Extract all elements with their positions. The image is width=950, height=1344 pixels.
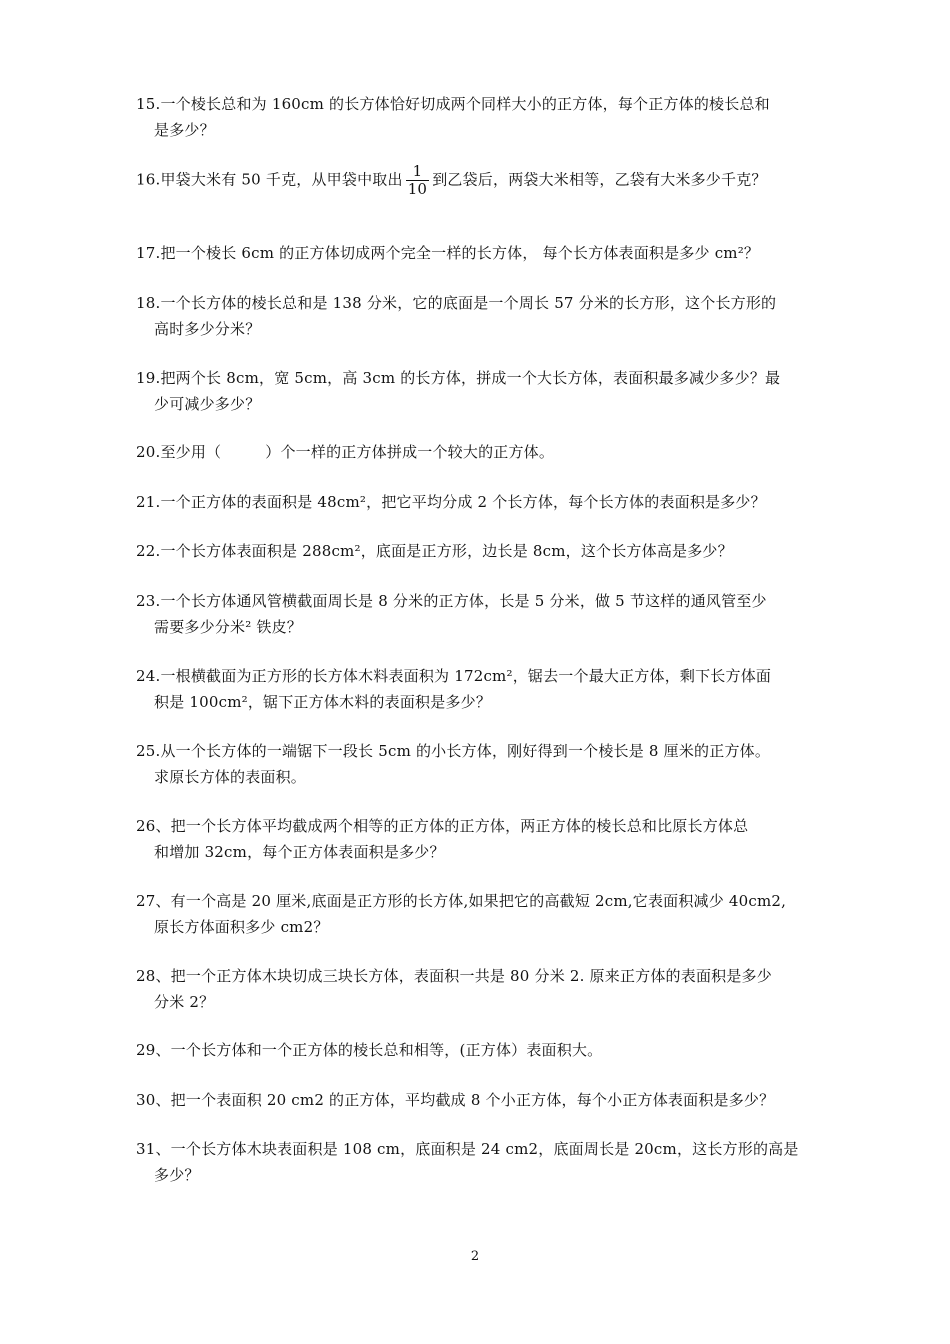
question-21 — [136, 489, 820, 515]
fraction-numerator: 1 — [412, 162, 423, 180]
question-15 — [136, 91, 820, 143]
question-31 — [136, 1136, 820, 1188]
question-28 — [136, 963, 820, 1015]
question-20-text-before: 20.至少用（ — [136, 443, 222, 461]
question-15-line2: 是多少？ — [154, 121, 215, 139]
question-28-line2: 分米 2？ — [154, 993, 215, 1011]
question-23-line1: 23.一个长方体通风管横截面周长是 8 分米的正方体，长是 5 分米，做 5 节这样的通风管至少 — [136, 592, 767, 610]
question-24-line1: 24.一根横截面为正方形的长方体木料表面积为 172cm²，锯去一个最大正方体，剩下长方体面 — [136, 667, 772, 685]
question-20-text-after: ）个一样的正方体拼成一个较大的正方体。 — [265, 443, 555, 461]
question-27-line2: 原长方体面积多少 cm2？ — [154, 918, 329, 936]
question-28-line1: 28、把一个正方体木块切成三块长方体，表面积一共是 80 分米 2. 原来正方体的表面积是多少 — [136, 967, 772, 985]
question-17 — [136, 240, 820, 266]
question-26 — [136, 813, 820, 865]
question-17-line1: 17.把一个棱长 6cm 的正方体切成两个完全一样的长方体， 每个长方体表面积是多少 cm²？ — [136, 244, 760, 262]
question-26-line1: 26、把一个长方体平均截成两个相等的正方体的正方体，两正方体的棱长总和比原长方体总 — [136, 817, 749, 835]
question-31-line2: 多少？ — [154, 1166, 200, 1184]
question-30-line1: 30、把一个表面积 20 cm2 的正方体，平均截成 8 个小正方体，每个小正方体表面积是多少？ — [136, 1091, 775, 1109]
question-24-line2: 积是 100cm²，锯下正方体木料的表面积是多少？ — [154, 693, 492, 711]
question-29-line1: 29、一个长方体和一个正方体的棱长总和相等，(正方体）表面积大。 — [136, 1041, 603, 1059]
question-27-line1: 27、有一个高是 20 厘米,底面是正方形的长方体,如果把它的高截短 2cm,它表面积减少 40cm2, — [136, 892, 787, 910]
question-15-line1: 15.一个棱长总和为 160cm 的长方体恰好切成两个同样大小的正方体，每个正方体的棱长总和 — [136, 95, 770, 113]
page-number: 2 — [470, 1249, 480, 1264]
fraction-one-tenth — [406, 163, 430, 198]
question-23 — [136, 588, 820, 640]
question-19-line1: 19.把两个长 8cm，宽 5cm，高 3cm 的长方体，拼成一个大长方体，表面积最多减少多少？最 — [136, 369, 781, 387]
question-18 — [136, 290, 820, 342]
question-19-line2: 少可减少多少？ — [154, 395, 261, 413]
question-16-text-after: 到乙袋后，两袋大米相等，乙袋有大米多少千克？ — [432, 170, 767, 189]
question-25-line1: 25.从一个长方体的一端锯下一段长 5cm 的小长方体，刚好得到一个棱长是 8 厘米的正方体。 — [136, 742, 771, 760]
question-20 — [136, 439, 820, 465]
question-19 — [136, 365, 820, 417]
fraction-denominator: 10 — [407, 180, 428, 198]
question-22-line1: 22.一个长方体表面积是 288cm²，底面是正方形，边长是 8cm，这个长方体高是多少？ — [136, 542, 733, 560]
question-18-line2: 高时多少分米？ — [154, 320, 261, 338]
question-25-line2: 求原长方体的表面积。 — [154, 768, 307, 786]
question-26-line2: 和增加 32cm，每个正方体表面积是多少？ — [154, 843, 445, 861]
question-31-line1: 31、一个长方体木块表面积是 108 cm，底面积是 24 cm2，底面周长是 20cm，这长方形的高是 — [136, 1140, 799, 1158]
question-18-line1: 18.一个长方体的棱长总和是 138 分米，它的底面是一个周长 57 分米的长方形，这个长方形的 — [136, 294, 777, 312]
question-29 — [136, 1037, 820, 1063]
question-24 — [136, 663, 820, 715]
question-21-line1: 21.一个正方体的表面积是 48cm²，把它平均分成 2 个长方体，每个长方体的表面积是多少？ — [136, 493, 766, 511]
question-27 — [136, 888, 820, 940]
question-16 — [136, 163, 820, 198]
question-30 — [136, 1087, 820, 1113]
question-22 — [136, 538, 820, 564]
question-16-text-before: 16.甲袋大米有 50 千克，从甲袋中取出 — [136, 170, 403, 189]
question-25 — [136, 738, 820, 790]
question-23-line2: 需要多少分米² 铁皮？ — [154, 618, 302, 636]
